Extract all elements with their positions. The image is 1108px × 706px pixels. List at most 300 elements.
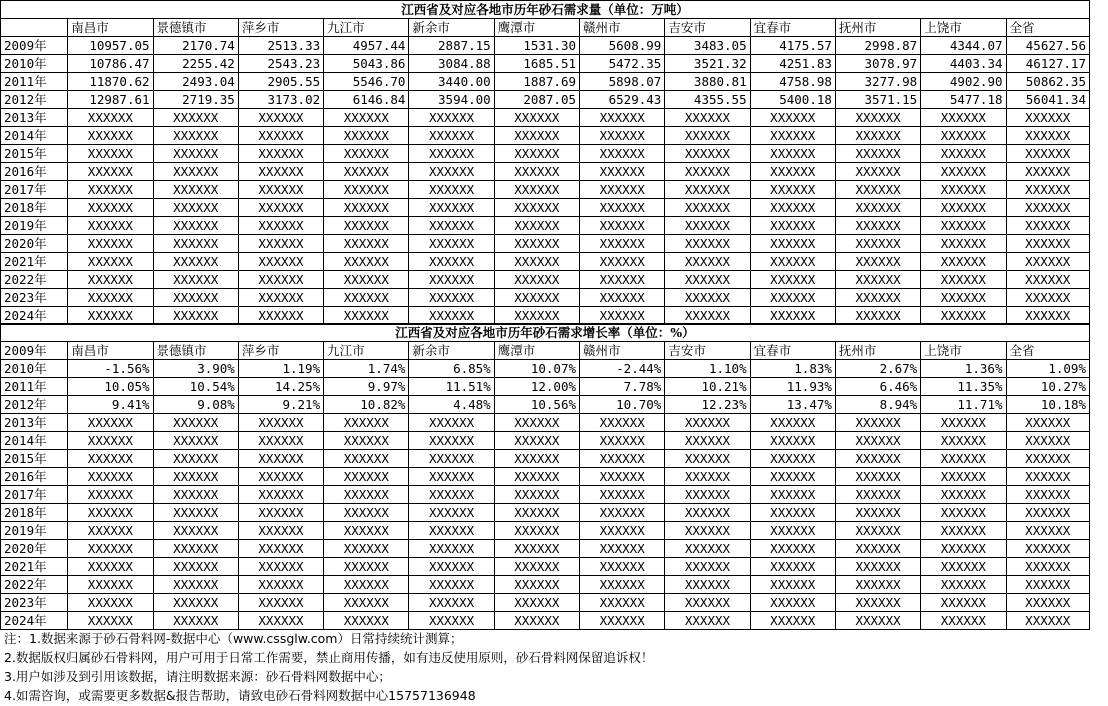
data-cell[interactable]: XXXXXX bbox=[580, 522, 665, 540]
data-cell[interactable]: XXXXXX bbox=[750, 289, 835, 307]
data-cell[interactable]: XXXXXX bbox=[238, 235, 323, 253]
data-cell[interactable]: XXXXXX bbox=[921, 271, 1006, 289]
data-cell[interactable]: XXXXXX bbox=[68, 558, 153, 576]
data-cell[interactable]: XXXXXX bbox=[238, 127, 323, 145]
data-cell[interactable]: XXXXXX bbox=[921, 181, 1006, 199]
data-cell[interactable]: XXXXXX bbox=[153, 289, 238, 307]
data-cell[interactable]: XXXXXX bbox=[494, 163, 579, 181]
data-cell[interactable]: XXXXXX bbox=[665, 432, 750, 450]
data-cell[interactable]: 3173.02 bbox=[238, 91, 323, 109]
year-cell[interactable]: 2023年 bbox=[1, 289, 68, 307]
data-cell[interactable]: XXXXXX bbox=[68, 145, 153, 163]
data-cell[interactable]: 9.21% bbox=[238, 396, 323, 414]
data-cell[interactable]: XXXXXX bbox=[238, 307, 323, 325]
data-cell[interactable]: XXXXXX bbox=[324, 558, 409, 576]
data-cell[interactable]: XXXXXX bbox=[921, 163, 1006, 181]
data-cell[interactable]: XXXXXX bbox=[494, 612, 579, 630]
column-header[interactable]: 赣州市 bbox=[580, 342, 665, 360]
data-cell[interactable]: XXXXXX bbox=[835, 414, 920, 432]
data-cell[interactable]: XXXXXX bbox=[665, 109, 750, 127]
data-cell[interactable]: 45627.56 bbox=[1006, 37, 1090, 55]
data-cell[interactable]: XXXXXX bbox=[494, 576, 579, 594]
data-cell[interactable]: XXXXXX bbox=[1006, 235, 1090, 253]
data-cell[interactable]: XXXXXX bbox=[665, 253, 750, 271]
data-cell[interactable]: XXXXXX bbox=[68, 253, 153, 271]
data-cell[interactable]: XXXXXX bbox=[324, 307, 409, 325]
year-cell[interactable]: 2022年 bbox=[1, 271, 68, 289]
column-header[interactable]: 九江市 bbox=[324, 342, 409, 360]
data-cell[interactable]: 11.71% bbox=[921, 396, 1006, 414]
data-cell[interactable]: XXXXXX bbox=[68, 181, 153, 199]
data-cell[interactable]: XXXXXX bbox=[835, 612, 920, 630]
year-cell[interactable]: 2016年 bbox=[1, 163, 68, 181]
year-cell[interactable]: 2024年 bbox=[1, 307, 68, 325]
column-header[interactable]: 赣州市 bbox=[580, 19, 665, 37]
data-cell[interactable]: XXXXXX bbox=[665, 181, 750, 199]
data-cell[interactable]: 2719.35 bbox=[153, 91, 238, 109]
data-cell[interactable]: XXXXXX bbox=[409, 576, 494, 594]
data-cell[interactable]: XXXXXX bbox=[921, 235, 1006, 253]
data-cell[interactable]: 10957.05 bbox=[68, 37, 153, 55]
data-cell[interactable]: XXXXXX bbox=[1006, 450, 1090, 468]
data-cell[interactable]: 2087.05 bbox=[494, 91, 579, 109]
table-title[interactable]: 江西省及对应各地市历年砂石需求增长率（单位：%） bbox=[1, 324, 1090, 342]
data-cell[interactable]: XXXXXX bbox=[665, 307, 750, 325]
data-cell[interactable]: 1.09% bbox=[1006, 360, 1090, 378]
data-cell[interactable]: XXXXXX bbox=[324, 468, 409, 486]
data-cell[interactable]: XXXXXX bbox=[153, 253, 238, 271]
data-cell[interactable]: XXXXXX bbox=[153, 235, 238, 253]
column-header[interactable]: 萍乡市 bbox=[238, 342, 323, 360]
data-cell[interactable]: 46127.17 bbox=[1006, 55, 1090, 73]
data-cell[interactable]: XXXXXX bbox=[153, 217, 238, 235]
year-cell[interactable]: 2019年 bbox=[1, 522, 68, 540]
data-cell[interactable]: XXXXXX bbox=[921, 127, 1006, 145]
data-cell[interactable]: XXXXXX bbox=[665, 594, 750, 612]
data-cell[interactable]: XXXXXX bbox=[835, 127, 920, 145]
data-cell[interactable]: XXXXXX bbox=[494, 109, 579, 127]
year-cell[interactable]: 2024年 bbox=[1, 612, 68, 630]
data-cell[interactable]: 12987.61 bbox=[68, 91, 153, 109]
data-cell[interactable]: 6.85% bbox=[409, 360, 494, 378]
data-cell[interactable]: XXXXXX bbox=[750, 612, 835, 630]
data-cell[interactable]: 4403.34 bbox=[921, 55, 1006, 73]
data-cell[interactable]: 10.07% bbox=[494, 360, 579, 378]
data-cell[interactable]: XXXXXX bbox=[68, 576, 153, 594]
data-cell[interactable]: XXXXXX bbox=[921, 468, 1006, 486]
column-header[interactable]: 抚州市 bbox=[835, 342, 920, 360]
data-cell[interactable]: XXXXXX bbox=[921, 540, 1006, 558]
data-cell[interactable]: XXXXXX bbox=[921, 253, 1006, 271]
data-cell[interactable]: XXXXXX bbox=[409, 145, 494, 163]
data-cell[interactable]: XXXXXX bbox=[1006, 307, 1090, 325]
data-cell[interactable]: 10.27% bbox=[1006, 378, 1090, 396]
data-cell[interactable]: XXXXXX bbox=[921, 612, 1006, 630]
column-header[interactable]: 吉安市 bbox=[665, 19, 750, 37]
data-cell[interactable]: XXXXXX bbox=[665, 504, 750, 522]
column-header[interactable]: 上饶市 bbox=[921, 342, 1006, 360]
data-cell[interactable]: XXXXXX bbox=[580, 163, 665, 181]
data-cell[interactable]: XXXXXX bbox=[1006, 486, 1090, 504]
data-cell[interactable]: XXXXXX bbox=[835, 289, 920, 307]
data-cell[interactable]: 4175.57 bbox=[750, 37, 835, 55]
data-cell[interactable]: XXXXXX bbox=[580, 217, 665, 235]
data-cell[interactable]: XXXXXX bbox=[750, 199, 835, 217]
data-cell[interactable]: 4902.90 bbox=[921, 73, 1006, 91]
data-cell[interactable]: 5546.70 bbox=[324, 73, 409, 91]
data-cell[interactable]: XXXXXX bbox=[153, 576, 238, 594]
data-cell[interactable]: 11.51% bbox=[409, 378, 494, 396]
data-cell[interactable]: XXXXXX bbox=[238, 522, 323, 540]
data-cell[interactable]: XXXXXX bbox=[1006, 576, 1090, 594]
data-cell[interactable]: 1.19% bbox=[238, 360, 323, 378]
data-cell[interactable]: XXXXXX bbox=[409, 181, 494, 199]
data-cell[interactable]: XXXXXX bbox=[238, 217, 323, 235]
data-cell[interactable]: 5043.86 bbox=[324, 55, 409, 73]
data-cell[interactable]: XXXXXX bbox=[153, 432, 238, 450]
data-cell[interactable]: XXXXXX bbox=[921, 504, 1006, 522]
data-cell[interactable]: XXXXXX bbox=[1006, 217, 1090, 235]
data-cell[interactable]: XXXXXX bbox=[665, 127, 750, 145]
data-cell[interactable]: XXXXXX bbox=[1006, 271, 1090, 289]
data-cell[interactable]: XXXXXX bbox=[409, 235, 494, 253]
data-cell[interactable]: XXXXXX bbox=[835, 109, 920, 127]
data-cell[interactable]: XXXXXX bbox=[580, 558, 665, 576]
data-cell[interactable]: 10.21% bbox=[665, 378, 750, 396]
data-cell[interactable]: XXXXXX bbox=[835, 468, 920, 486]
data-cell[interactable]: 2170.74 bbox=[153, 37, 238, 55]
data-cell[interactable]: XXXXXX bbox=[750, 594, 835, 612]
data-cell[interactable]: XXXXXX bbox=[750, 576, 835, 594]
data-cell[interactable]: XXXXXX bbox=[665, 450, 750, 468]
data-cell[interactable]: XXXXXX bbox=[494, 414, 579, 432]
year-cell[interactable]: 2023年 bbox=[1, 594, 68, 612]
data-cell[interactable]: XXXXXX bbox=[68, 414, 153, 432]
data-cell[interactable]: XXXXXX bbox=[324, 450, 409, 468]
data-cell[interactable]: XXXXXX bbox=[665, 468, 750, 486]
data-cell[interactable]: XXXXXX bbox=[153, 307, 238, 325]
data-cell[interactable]: 3.90% bbox=[153, 360, 238, 378]
year-cell[interactable]: 2021年 bbox=[1, 253, 68, 271]
data-cell[interactable]: XXXXXX bbox=[580, 271, 665, 289]
data-cell[interactable]: XXXXXX bbox=[1006, 504, 1090, 522]
data-cell[interactable]: XXXXXX bbox=[68, 127, 153, 145]
year-cell[interactable]: 2014年 bbox=[1, 127, 68, 145]
data-cell[interactable]: 14.25% bbox=[238, 378, 323, 396]
data-cell[interactable]: XXXXXX bbox=[750, 145, 835, 163]
year-cell[interactable]: 2020年 bbox=[1, 540, 68, 558]
data-cell[interactable]: 6.46% bbox=[835, 378, 920, 396]
data-cell[interactable]: XXXXXX bbox=[1006, 432, 1090, 450]
data-cell[interactable]: XXXXXX bbox=[835, 145, 920, 163]
data-cell[interactable]: XXXXXX bbox=[68, 432, 153, 450]
data-cell[interactable]: XXXXXX bbox=[835, 199, 920, 217]
data-cell[interactable]: XXXXXX bbox=[580, 576, 665, 594]
corner-cell[interactable] bbox=[1, 19, 68, 37]
data-cell[interactable]: XXXXXX bbox=[494, 181, 579, 199]
column-header[interactable]: 南昌市 bbox=[68, 342, 153, 360]
data-cell[interactable]: XXXXXX bbox=[921, 576, 1006, 594]
data-cell[interactable]: XXXXXX bbox=[238, 181, 323, 199]
data-cell[interactable]: XXXXXX bbox=[580, 307, 665, 325]
data-cell[interactable]: XXXXXX bbox=[324, 199, 409, 217]
data-cell[interactable]: XXXXXX bbox=[494, 558, 579, 576]
data-cell[interactable]: XXXXXX bbox=[665, 217, 750, 235]
data-cell[interactable]: XXXXXX bbox=[1006, 109, 1090, 127]
data-cell[interactable]: XXXXXX bbox=[665, 199, 750, 217]
data-cell[interactable]: XXXXXX bbox=[409, 127, 494, 145]
data-cell[interactable]: 4344.07 bbox=[921, 37, 1006, 55]
data-cell[interactable]: XXXXXX bbox=[921, 145, 1006, 163]
data-cell[interactable]: XXXXXX bbox=[238, 109, 323, 127]
data-cell[interactable]: XXXXXX bbox=[409, 253, 494, 271]
data-cell[interactable]: XXXXXX bbox=[580, 432, 665, 450]
data-cell[interactable]: 7.78% bbox=[580, 378, 665, 396]
data-cell[interactable]: 1685.51 bbox=[494, 55, 579, 73]
data-cell[interactable]: 5400.18 bbox=[750, 91, 835, 109]
data-cell[interactable]: XXXXXX bbox=[835, 235, 920, 253]
data-cell[interactable]: XXXXXX bbox=[494, 217, 579, 235]
data-cell[interactable]: XXXXXX bbox=[750, 504, 835, 522]
data-cell[interactable]: 9.08% bbox=[153, 396, 238, 414]
data-cell[interactable]: XXXXXX bbox=[835, 163, 920, 181]
data-cell[interactable]: XXXXXX bbox=[153, 127, 238, 145]
data-cell[interactable]: XXXXXX bbox=[665, 558, 750, 576]
data-cell[interactable]: XXXXXX bbox=[409, 486, 494, 504]
data-cell[interactable]: XXXXXX bbox=[494, 289, 579, 307]
data-cell[interactable]: XXXXXX bbox=[238, 450, 323, 468]
data-cell[interactable]: XXXXXX bbox=[324, 612, 409, 630]
data-cell[interactable]: XXXXXX bbox=[580, 145, 665, 163]
data-cell[interactable]: XXXXXX bbox=[238, 163, 323, 181]
data-cell[interactable]: XXXXXX bbox=[580, 414, 665, 432]
data-cell[interactable]: XXXXXX bbox=[750, 540, 835, 558]
data-cell[interactable]: 9.97% bbox=[324, 378, 409, 396]
data-cell[interactable]: XXXXXX bbox=[409, 163, 494, 181]
data-cell[interactable]: XXXXXX bbox=[750, 253, 835, 271]
data-cell[interactable]: 2887.15 bbox=[409, 37, 494, 55]
data-cell[interactable]: XXXXXX bbox=[409, 450, 494, 468]
data-cell[interactable]: XXXXXX bbox=[580, 486, 665, 504]
data-cell[interactable]: XXXXXX bbox=[153, 558, 238, 576]
data-cell[interactable]: 5472.35 bbox=[580, 55, 665, 73]
data-cell[interactable]: XXXXXX bbox=[665, 235, 750, 253]
data-cell[interactable]: 2543.23 bbox=[238, 55, 323, 73]
data-cell[interactable]: XXXXXX bbox=[153, 504, 238, 522]
data-cell[interactable]: XXXXXX bbox=[68, 289, 153, 307]
data-cell[interactable]: XXXXXX bbox=[153, 271, 238, 289]
data-cell[interactable]: XXXXXX bbox=[409, 504, 494, 522]
data-cell[interactable]: XXXXXX bbox=[494, 432, 579, 450]
data-cell[interactable]: XXXXXX bbox=[409, 414, 494, 432]
data-cell[interactable]: XXXXXX bbox=[921, 558, 1006, 576]
data-cell[interactable]: XXXXXX bbox=[409, 558, 494, 576]
data-cell[interactable]: XXXXXX bbox=[238, 594, 323, 612]
data-cell[interactable]: 5898.07 bbox=[580, 73, 665, 91]
data-cell[interactable]: XXXXXX bbox=[921, 289, 1006, 307]
data-cell[interactable]: XXXXXX bbox=[238, 468, 323, 486]
data-cell[interactable]: 2513.33 bbox=[238, 37, 323, 55]
data-cell[interactable]: 4957.44 bbox=[324, 37, 409, 55]
data-cell[interactable]: XXXXXX bbox=[494, 307, 579, 325]
data-cell[interactable]: XXXXXX bbox=[750, 558, 835, 576]
data-cell[interactable]: 10.18% bbox=[1006, 396, 1090, 414]
data-cell[interactable]: XXXXXX bbox=[921, 522, 1006, 540]
data-cell[interactable]: 11870.62 bbox=[68, 73, 153, 91]
data-cell[interactable]: XXXXXX bbox=[494, 199, 579, 217]
data-cell[interactable]: XXXXXX bbox=[68, 468, 153, 486]
year-cell[interactable]: 2018年 bbox=[1, 504, 68, 522]
data-cell[interactable]: 11.35% bbox=[921, 378, 1006, 396]
data-cell[interactable]: XXXXXX bbox=[238, 504, 323, 522]
data-cell[interactable]: XXXXXX bbox=[921, 450, 1006, 468]
corner-cell[interactable]: 2009年 bbox=[1, 342, 68, 360]
data-cell[interactable]: XXXXXX bbox=[68, 540, 153, 558]
data-cell[interactable]: 3277.98 bbox=[835, 73, 920, 91]
column-header[interactable]: 全省 bbox=[1006, 19, 1090, 37]
data-cell[interactable]: XXXXXX bbox=[580, 199, 665, 217]
data-cell[interactable]: XXXXXX bbox=[238, 199, 323, 217]
data-cell[interactable]: 3084.88 bbox=[409, 55, 494, 73]
data-cell[interactable]: XXXXXX bbox=[750, 432, 835, 450]
year-cell[interactable]: 2017年 bbox=[1, 486, 68, 504]
data-cell[interactable]: XXXXXX bbox=[750, 163, 835, 181]
data-cell[interactable]: XXXXXX bbox=[835, 576, 920, 594]
data-cell[interactable]: XXXXXX bbox=[1006, 199, 1090, 217]
data-cell[interactable]: XXXXXX bbox=[494, 235, 579, 253]
data-cell[interactable]: XXXXXX bbox=[153, 163, 238, 181]
data-cell[interactable]: XXXXXX bbox=[580, 594, 665, 612]
year-cell[interactable]: 2022年 bbox=[1, 576, 68, 594]
column-header[interactable]: 景德镇市 bbox=[153, 342, 238, 360]
data-cell[interactable]: XXXXXX bbox=[238, 576, 323, 594]
data-cell[interactable]: XXXXXX bbox=[665, 576, 750, 594]
data-cell[interactable]: XXXXXX bbox=[153, 468, 238, 486]
data-cell[interactable]: XXXXXX bbox=[409, 432, 494, 450]
data-cell[interactable]: XXXXXX bbox=[324, 217, 409, 235]
data-cell[interactable]: XXXXXX bbox=[409, 540, 494, 558]
year-cell[interactable]: 2012年 bbox=[1, 91, 68, 109]
column-header[interactable]: 鹰潭市 bbox=[494, 342, 579, 360]
data-cell[interactable]: XXXXXX bbox=[580, 289, 665, 307]
data-cell[interactable]: 3440.00 bbox=[409, 73, 494, 91]
data-cell[interactable]: 4.48% bbox=[409, 396, 494, 414]
year-cell[interactable]: 2013年 bbox=[1, 109, 68, 127]
data-cell[interactable]: 4758.98 bbox=[750, 73, 835, 91]
data-cell[interactable]: XXXXXX bbox=[494, 468, 579, 486]
data-cell[interactable]: XXXXXX bbox=[835, 181, 920, 199]
data-cell[interactable]: XXXXXX bbox=[750, 235, 835, 253]
column-header[interactable]: 抚州市 bbox=[835, 19, 920, 37]
data-cell[interactable]: 5477.18 bbox=[921, 91, 1006, 109]
data-cell[interactable]: XXXXXX bbox=[494, 145, 579, 163]
column-header[interactable]: 宜春市 bbox=[750, 342, 835, 360]
data-cell[interactable]: XXXXXX bbox=[409, 307, 494, 325]
data-cell[interactable]: 8.94% bbox=[835, 396, 920, 414]
data-cell[interactable]: 3521.32 bbox=[665, 55, 750, 73]
data-cell[interactable]: XXXXXX bbox=[580, 235, 665, 253]
data-cell[interactable]: 6146.84 bbox=[324, 91, 409, 109]
year-cell[interactable]: 2015年 bbox=[1, 145, 68, 163]
data-cell[interactable]: XXXXXX bbox=[68, 217, 153, 235]
data-cell[interactable]: XXXXXX bbox=[238, 289, 323, 307]
data-cell[interactable]: XXXXXX bbox=[68, 163, 153, 181]
year-cell[interactable]: 2015年 bbox=[1, 450, 68, 468]
data-cell[interactable]: XXXXXX bbox=[921, 109, 1006, 127]
year-cell[interactable]: 2014年 bbox=[1, 432, 68, 450]
data-cell[interactable]: XXXXXX bbox=[68, 235, 153, 253]
data-cell[interactable]: XXXXXX bbox=[1006, 289, 1090, 307]
data-cell[interactable]: XXXXXX bbox=[835, 217, 920, 235]
year-cell[interactable]: 2020年 bbox=[1, 235, 68, 253]
data-cell[interactable]: 10.54% bbox=[153, 378, 238, 396]
data-cell[interactable]: 11.93% bbox=[750, 378, 835, 396]
data-cell[interactable]: XXXXXX bbox=[409, 468, 494, 486]
column-header[interactable]: 吉安市 bbox=[665, 342, 750, 360]
data-cell[interactable]: XXXXXX bbox=[68, 450, 153, 468]
column-header[interactable]: 上饶市 bbox=[921, 19, 1006, 37]
data-cell[interactable]: XXXXXX bbox=[324, 181, 409, 199]
data-cell[interactable]: 12.00% bbox=[494, 378, 579, 396]
data-cell[interactable]: 1887.69 bbox=[494, 73, 579, 91]
column-header[interactable]: 鹰潭市 bbox=[494, 19, 579, 37]
data-cell[interactable]: XXXXXX bbox=[1006, 127, 1090, 145]
column-header[interactable]: 新余市 bbox=[409, 342, 494, 360]
data-cell[interactable]: XXXXXX bbox=[409, 271, 494, 289]
data-cell[interactable]: 10.82% bbox=[324, 396, 409, 414]
data-cell[interactable]: XXXXXX bbox=[835, 504, 920, 522]
data-cell[interactable]: XXXXXX bbox=[324, 504, 409, 522]
data-cell[interactable]: XXXXXX bbox=[921, 199, 1006, 217]
data-cell[interactable]: XXXXXX bbox=[750, 271, 835, 289]
data-cell[interactable]: 3483.05 bbox=[665, 37, 750, 55]
data-cell[interactable]: XXXXXX bbox=[1006, 181, 1090, 199]
data-cell[interactable]: XXXXXX bbox=[324, 163, 409, 181]
data-cell[interactable]: XXXXXX bbox=[1006, 145, 1090, 163]
data-cell[interactable]: 3594.00 bbox=[409, 91, 494, 109]
column-header[interactable]: 景德镇市 bbox=[153, 19, 238, 37]
data-cell[interactable]: XXXXXX bbox=[750, 181, 835, 199]
year-cell[interactable]: 2011年 bbox=[1, 378, 68, 396]
data-cell[interactable]: XXXXXX bbox=[580, 612, 665, 630]
data-cell[interactable]: XXXXXX bbox=[238, 414, 323, 432]
data-cell[interactable]: 10786.47 bbox=[68, 55, 153, 73]
data-cell[interactable]: XXXXXX bbox=[750, 109, 835, 127]
data-cell[interactable]: XXXXXX bbox=[580, 253, 665, 271]
data-cell[interactable]: 6529.43 bbox=[580, 91, 665, 109]
data-cell[interactable]: XXXXXX bbox=[153, 612, 238, 630]
data-cell[interactable]: XXXXXX bbox=[68, 504, 153, 522]
data-cell[interactable]: 1.74% bbox=[324, 360, 409, 378]
data-cell[interactable]: 2.67% bbox=[835, 360, 920, 378]
data-cell[interactable]: 10.70% bbox=[580, 396, 665, 414]
data-cell[interactable]: XXXXXX bbox=[68, 594, 153, 612]
data-cell[interactable]: XXXXXX bbox=[409, 522, 494, 540]
data-cell[interactable]: XXXXXX bbox=[921, 307, 1006, 325]
column-header[interactable]: 宜春市 bbox=[750, 19, 835, 37]
data-cell[interactable]: XXXXXX bbox=[665, 612, 750, 630]
data-cell[interactable]: XXXXXX bbox=[153, 450, 238, 468]
data-cell[interactable]: XXXXXX bbox=[580, 109, 665, 127]
data-cell[interactable]: XXXXXX bbox=[68, 199, 153, 217]
data-cell[interactable]: XXXXXX bbox=[494, 486, 579, 504]
data-cell[interactable]: XXXXXX bbox=[750, 450, 835, 468]
data-cell[interactable]: 1.83% bbox=[750, 360, 835, 378]
data-cell[interactable]: XXXXXX bbox=[324, 414, 409, 432]
data-cell[interactable]: XXXXXX bbox=[835, 594, 920, 612]
data-cell[interactable]: 2998.87 bbox=[835, 37, 920, 55]
data-cell[interactable]: XXXXXX bbox=[921, 594, 1006, 612]
